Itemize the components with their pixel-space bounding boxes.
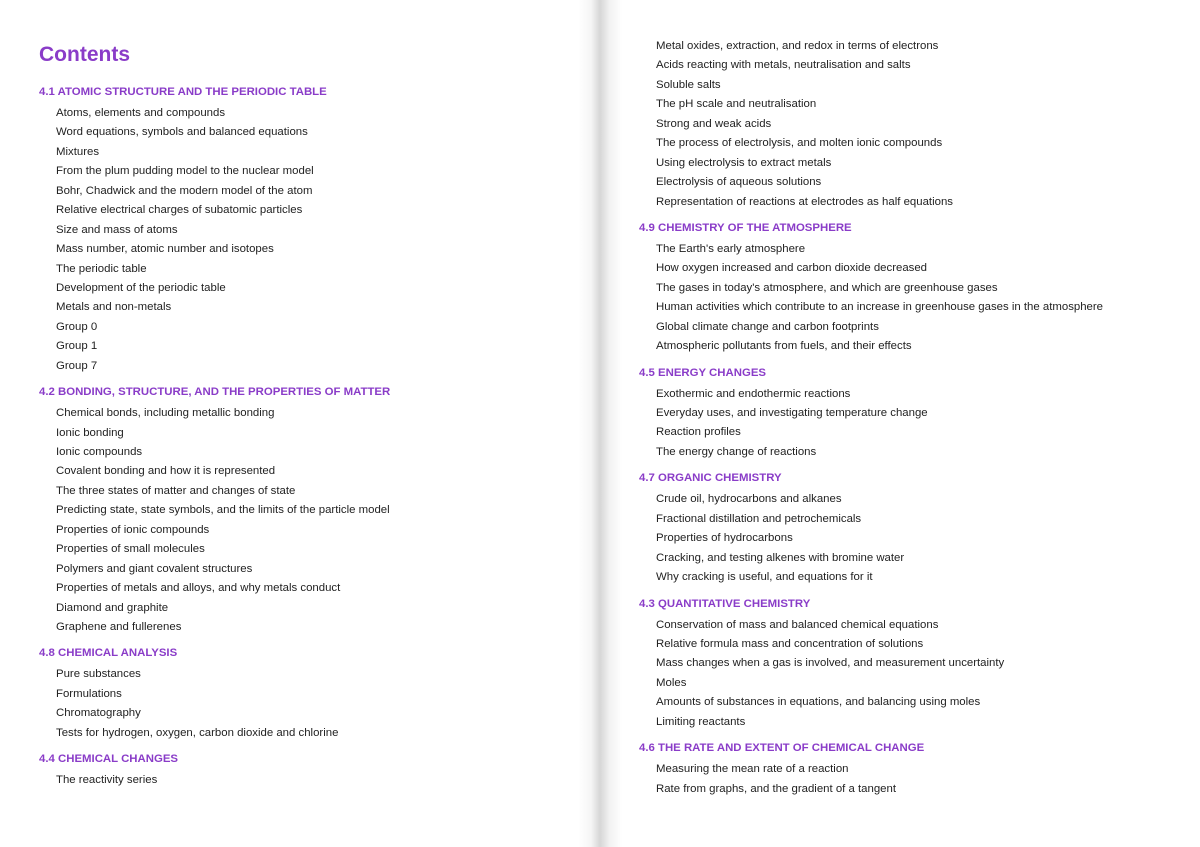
toc-entry[interactable]: Formulations [56, 687, 122, 700]
toc-entry[interactable]: Predicting state, state symbols, and the limits of the particle model [56, 504, 390, 517]
toc-entry[interactable]: The reactivity series [56, 774, 158, 787]
toc-entry[interactable]: The pH scale and neutralisation [656, 98, 817, 111]
toc-entry[interactable]: Word equations, symbols and balanced equations [56, 126, 308, 139]
toc-section [39, 752, 600, 790]
toc-entry[interactable]: Cracking, and testing alkenes with bromine water [656, 551, 905, 564]
toc-entry[interactable]: Properties of ionic compounds [56, 523, 210, 536]
toc-entry[interactable]: How oxygen increased and carbon dioxide decreased [656, 262, 928, 275]
toc-entry[interactable]: Strong and weak acids [656, 117, 772, 130]
section-topic-list [639, 240, 1200, 357]
toc-section [639, 366, 1200, 463]
toc-entry[interactable]: Crude oil, hydrocarbons and alkanes [656, 493, 842, 506]
toc-entry[interactable]: The periodic table [56, 262, 147, 275]
section-heading[interactable]: 4.1 ATOMIC STRUCTURE AND THE PERIODIC TABLE [39, 86, 327, 98]
toc-entry[interactable]: Graphene and fullerenes [56, 620, 182, 633]
toc-entry[interactable]: Development of the periodic table [56, 281, 226, 294]
toc-section [39, 85, 600, 376]
section-heading[interactable]: 4.5 ENERGY CHANGES [639, 366, 767, 379]
toc-entry[interactable]: Measuring the mean rate of a reaction [656, 763, 849, 776]
section-heading[interactable]: 4.2 BONDING, STRUCTURE, AND THE PROPERTIES OF MATTER [39, 386, 391, 399]
toc-section [39, 385, 600, 637]
toc-entry[interactable]: The Earth's early atmosphere [656, 242, 806, 255]
toc-entry[interactable]: Properties of small molecules [56, 543, 205, 556]
toc-entry[interactable]: Fractional distillation and petrochemicals [656, 512, 862, 525]
toc-entry[interactable]: Everyday uses, and investigating temperature change [656, 407, 928, 419]
toc-entry[interactable]: Electrolysis of aqueous solutions [656, 176, 822, 189]
toc-entry[interactable]: From the plum pudding model to the nuclear model [56, 165, 314, 178]
toc-entry[interactable]: Amounts of substances in equations, and balancing using moles [656, 696, 981, 709]
toc-entry[interactable]: Ionic bonding [56, 426, 124, 439]
section-heading[interactable]: 4.7 ORGANIC CHEMISTRY [639, 472, 782, 485]
toc-entry[interactable]: Chemical bonds, including metallic bonding [56, 407, 275, 420]
toc-entry[interactable]: Tests for hydrogen, oxygen, carbon dioxide and chlorine [56, 726, 339, 739]
section-heading[interactable]: 4.4 CHEMICAL CHANGES [39, 753, 179, 766]
toc-entry[interactable]: The energy change of reactions [656, 445, 817, 458]
toc-entry[interactable]: Reaction profiles [656, 426, 741, 439]
section-topic-list [39, 771, 600, 790]
right-section-list [639, 221, 1200, 799]
toc-entry[interactable]: Limiting reactants [656, 715, 746, 728]
toc-entry[interactable]: Group 7 [56, 359, 98, 372]
continued-topic-list [639, 37, 1200, 212]
section-topic-list [639, 490, 1200, 587]
toc-entry[interactable]: Ionic compounds [56, 446, 143, 458]
section-heading[interactable]: 4.3 QUANTITATIVE CHEMISTRY [639, 597, 811, 610]
toc-entry[interactable]: Representation of reactions at electrodes as half equations [656, 195, 953, 208]
toc-entry[interactable]: Mass changes when a gas is involved, and measurement uncertainty [656, 657, 1005, 670]
section-topic-list [639, 616, 1200, 733]
toc-entry[interactable]: Size and mass of atoms [56, 223, 178, 236]
toc-entry[interactable]: Why cracking is useful, and equations for it [656, 571, 873, 584]
section-topic-list [39, 104, 600, 376]
toc-section [39, 646, 600, 743]
toc-entry[interactable]: Bohr, Chadwick and the modern model of the atom [56, 184, 313, 197]
toc-entry[interactable]: Rate from graphs, and the gradient of a tangent [656, 782, 896, 795]
section-heading[interactable]: 4.8 CHEMICAL ANALYSIS [39, 647, 178, 660]
toc-entry[interactable]: Mass number, atomic number and isotopes [56, 243, 274, 256]
toc-entry[interactable]: Pure substances [56, 668, 141, 681]
toc-entry[interactable]: The process of electrolysis, and molten ionic compounds [656, 137, 943, 150]
toc-entry[interactable]: Metals and non-metals [56, 301, 172, 314]
toc-entry[interactable]: Using electrolysis to extract metals [656, 156, 832, 169]
section-topic-list [39, 404, 600, 637]
toc-entry[interactable]: Polymers and giant covalent structures [56, 562, 253, 575]
toc-section [639, 597, 1200, 733]
section-heading[interactable]: 4.6 THE RATE AND EXTENT OF CHEMICAL CHANGE [639, 742, 925, 755]
toc-section [639, 221, 1200, 357]
toc-entry[interactable]: Group 1 [56, 340, 98, 353]
toc-entry[interactable]: Conservation of mass and balanced chemical equations [656, 618, 939, 631]
toc-entry[interactable]: Metal oxides, extraction, and redox in terms of electrons [656, 40, 939, 52]
toc-entry[interactable]: Atoms, elements and compounds [56, 107, 226, 119]
section-topic-list [639, 760, 1200, 799]
toc-entry[interactable]: Atmospheric pollutants from fuels, and their effects [656, 340, 912, 353]
toc-entry[interactable]: Relative electrical charges of subatomic particles [56, 204, 303, 217]
toc-entry[interactable]: Diamond and graphite [56, 601, 169, 614]
toc-entry[interactable]: Group 0 [56, 320, 98, 333]
toc-entry[interactable]: Properties of hydrocarbons [656, 532, 793, 545]
section-heading[interactable]: 4.9 CHEMISTRY OF THE ATMOSPHERE [639, 221, 852, 234]
toc-entry[interactable]: Chromatography [56, 707, 141, 720]
toc-entry[interactable]: The three states of matter and changes of state [56, 484, 296, 497]
toc-entry[interactable]: Human activities which contribute to an increase in greenhouse gases in the atmosphere [656, 301, 1104, 314]
toc-entry[interactable]: Exothermic and endothermic reactions [656, 387, 851, 400]
toc-entry[interactable]: Global climate change and carbon footprints [656, 320, 879, 333]
section-topic-list [39, 665, 600, 743]
toc-entry[interactable]: Relative formula mass and concentration of solutions [656, 637, 924, 650]
right-page [600, 0, 1200, 847]
toc-section [639, 471, 1200, 587]
toc-entry[interactable]: Covalent bonding and how it is represented [56, 465, 276, 478]
left-section-list [39, 85, 600, 791]
toc-entry[interactable]: Soluble salts [656, 78, 721, 91]
section-topic-list [639, 385, 1200, 463]
toc-entry[interactable]: The gases in today's atmosphere, and which are greenhouse gases [656, 281, 998, 294]
toc-entry[interactable]: Properties of metals and alloys, and why metals conduct [56, 582, 341, 595]
toc-section [639, 741, 1200, 799]
toc-entry[interactable]: Mixtures [56, 145, 100, 158]
contents-title: Contents [39, 43, 130, 66]
toc-entry[interactable]: Moles [656, 676, 687, 689]
toc-entry[interactable]: Acids reacting with metals, neutralisation and salts [656, 59, 911, 72]
